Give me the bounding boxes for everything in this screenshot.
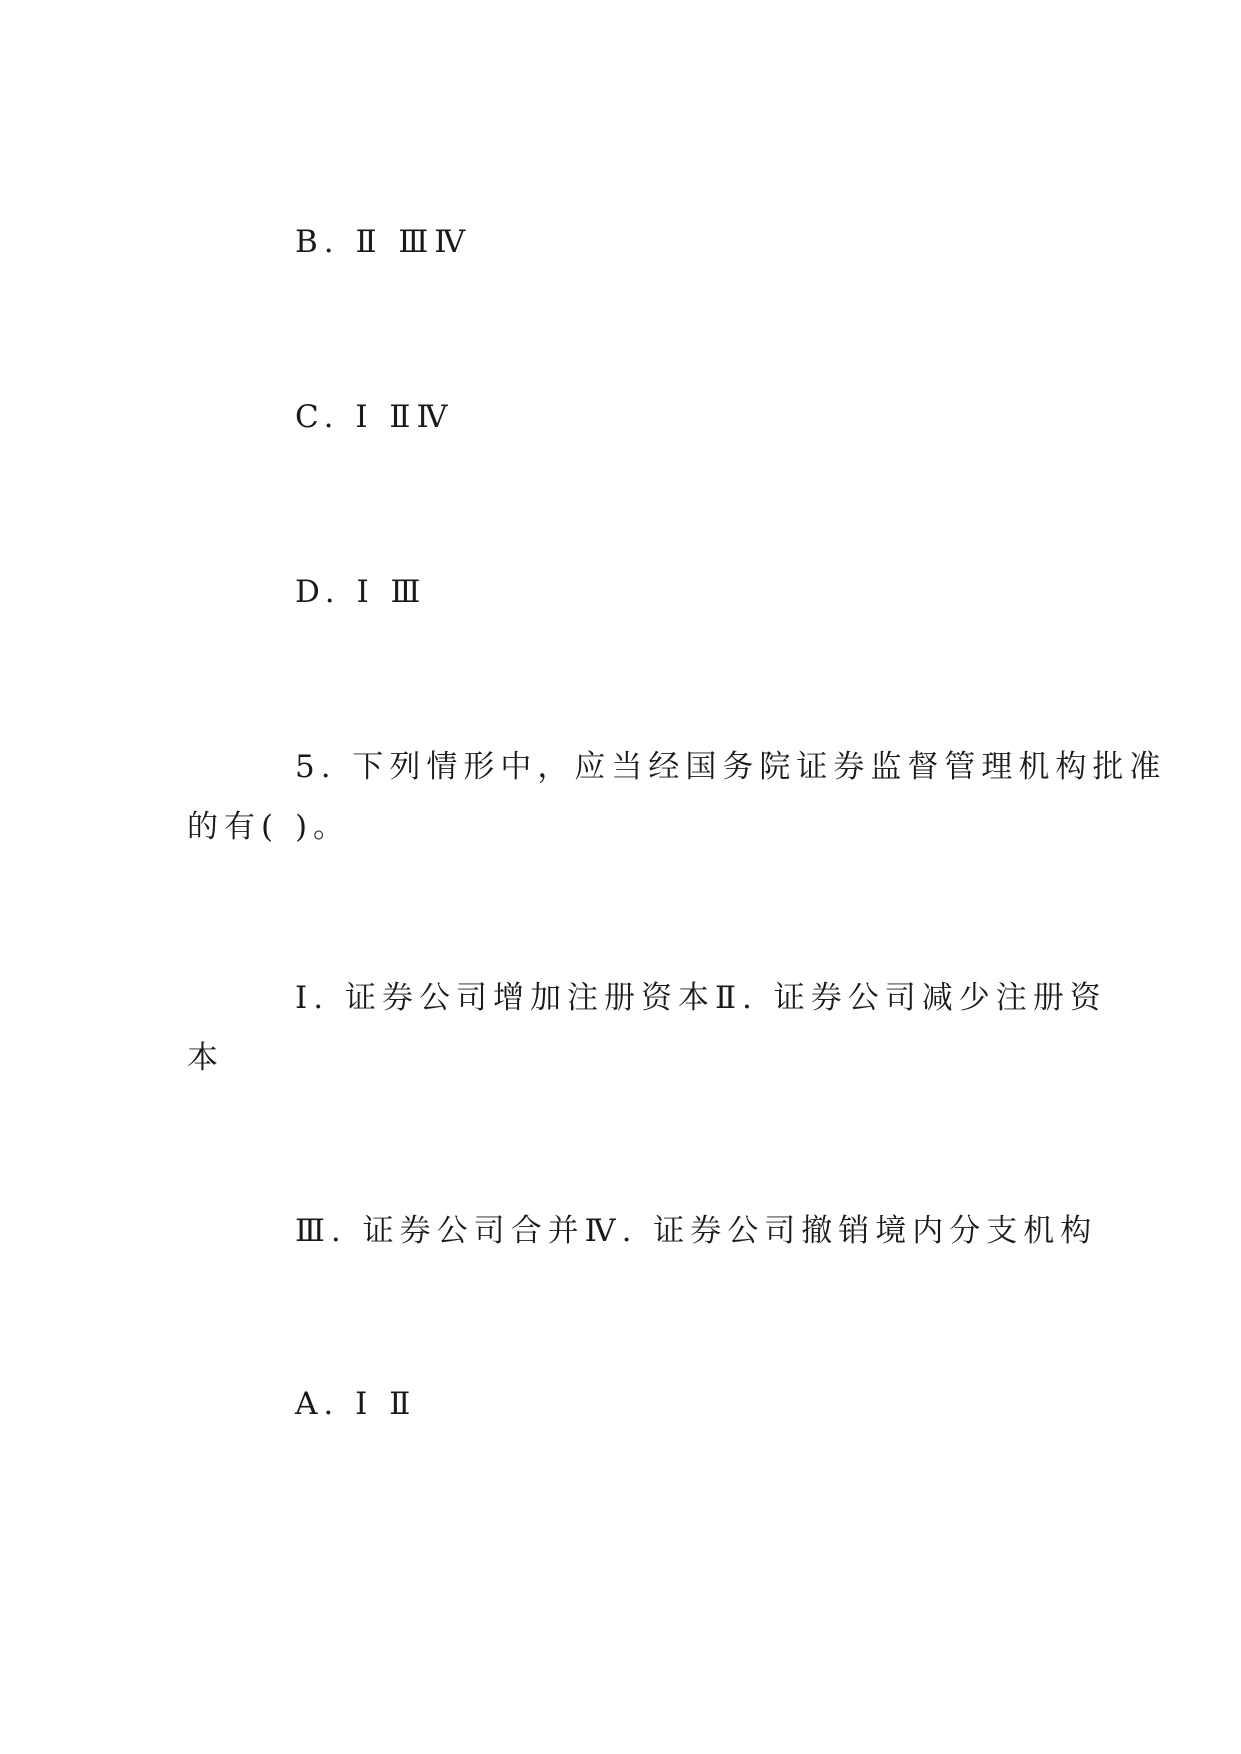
option-b: B. Ⅱ ⅢⅣ — [295, 224, 472, 260]
question-5-items-line-3: Ⅲ. 证券公司合并Ⅳ. 证券公司撤销境内分支机构 — [295, 1213, 1098, 1249]
question-5-items-line-1: Ⅰ. 证券公司增加注册资本Ⅱ. 证券公司减少注册资 — [295, 980, 1107, 1016]
question-5-stem-line-1: 5. 下列情形中，应当经国务院证券监督管理机构批准 — [295, 749, 1167, 785]
option-c: C. Ⅰ ⅡⅣ — [295, 399, 454, 435]
question-5-items-line-2: 本 — [187, 1040, 224, 1076]
option-a: A. Ⅰ Ⅱ — [295, 1386, 417, 1422]
question-5-stem-line-2: 的有( )。 — [187, 809, 351, 845]
option-d: D. Ⅰ Ⅲ — [295, 574, 427, 610]
